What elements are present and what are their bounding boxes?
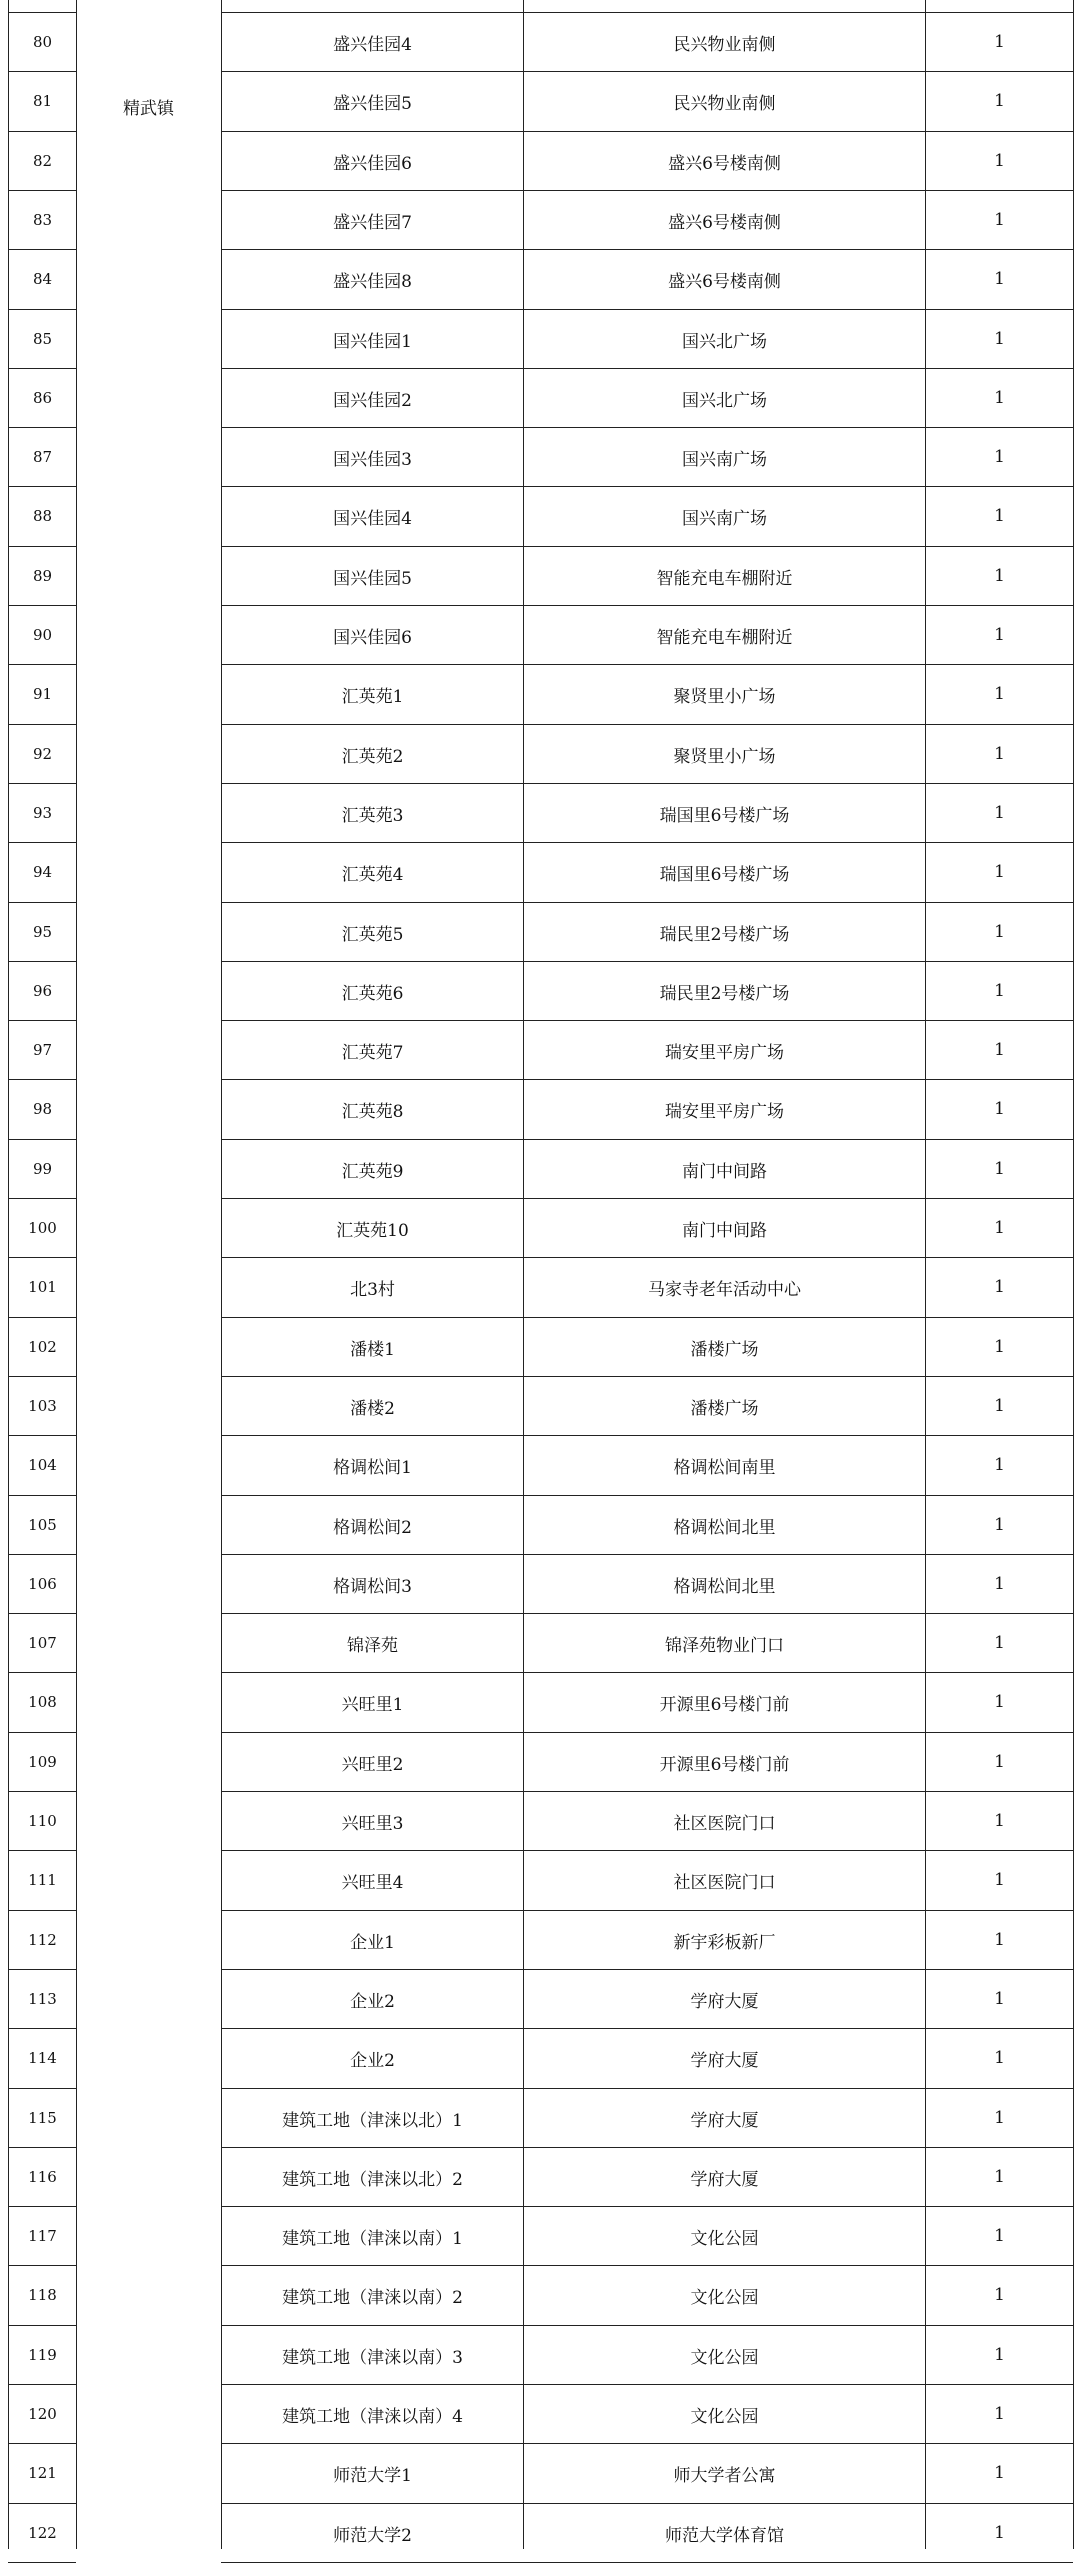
row-number-cell: 113 xyxy=(28,1990,57,2008)
count-cell: 1 xyxy=(994,1455,1005,1475)
row-number-cell: 114 xyxy=(28,2049,57,2067)
site-name-cell: 师范大学2 xyxy=(333,2525,412,2546)
site-name-cell: 国兴佳园4 xyxy=(333,508,412,529)
site-name-cell: 汇英苑2 xyxy=(341,746,404,767)
row-number-cell: 99 xyxy=(32,1160,53,1178)
row-number-cell: 92 xyxy=(32,745,53,763)
row-number-cell: 117 xyxy=(28,2227,57,2245)
site-name-cell: 国兴佳园1 xyxy=(333,331,412,352)
site-name-cell: 企业2 xyxy=(350,1991,395,2012)
site-name-cell: 师范大学1 xyxy=(333,2465,412,2486)
row-number-cell: 122 xyxy=(28,2524,57,2542)
count-cell: 1 xyxy=(994,566,1005,586)
site-name-cell: 企业1 xyxy=(350,1932,395,1953)
row-number-cell: 85 xyxy=(32,330,53,348)
row-number-cell: 98 xyxy=(32,1100,53,1118)
count-cell: 1 xyxy=(994,1040,1005,1060)
count-cell: 1 xyxy=(994,388,1005,408)
row-number-cell: 94 xyxy=(32,863,53,881)
location-cell: 智能充电车棚附近 xyxy=(656,568,793,589)
count-cell: 1 xyxy=(994,1159,1005,1179)
location-cell: 锦泽苑物业门口 xyxy=(665,1635,784,1656)
location-cell: 民兴物业南侧 xyxy=(673,93,776,114)
row-number-cell: 118 xyxy=(28,2286,57,2304)
site-name-cell: 盛兴佳园6 xyxy=(333,153,412,174)
count-cell: 1 xyxy=(994,2404,1005,2424)
count-cell: 1 xyxy=(994,269,1005,289)
location-cell: 学府大厦 xyxy=(690,1991,759,2012)
site-name-cell: 格调松间2 xyxy=(333,1517,412,1538)
row-number-cell: 81 xyxy=(32,92,53,110)
count-cell: 1 xyxy=(994,1099,1005,1119)
site-name-cell: 汇英苑10 xyxy=(336,1220,409,1241)
site-name-cell: 汇英苑5 xyxy=(341,924,404,945)
location-cell: 国兴北广场 xyxy=(682,331,767,352)
location-cell: 国兴南广场 xyxy=(682,508,767,529)
count-cell: 1 xyxy=(994,2285,1005,2305)
count-cell: 1 xyxy=(994,2108,1005,2128)
town-name-cell: 精武镇 xyxy=(123,99,174,119)
location-cell: 格调松间南里 xyxy=(673,1457,776,1478)
location-cell: 格调松间北里 xyxy=(673,1517,776,1538)
location-cell: 盛兴6号楼南侧 xyxy=(668,212,781,233)
count-cell: 1 xyxy=(994,981,1005,1001)
location-cell: 盛兴6号楼南侧 xyxy=(668,153,781,174)
location-cell: 社区医院门口 xyxy=(673,1813,776,1834)
location-cell: 新宇彩板新厂 xyxy=(673,1932,776,1953)
site-name-cell: 兴旺里2 xyxy=(341,1754,404,1775)
site-name-cell: 国兴佳园2 xyxy=(333,390,412,411)
row-number-cell: 121 xyxy=(28,2464,57,2482)
count-cell: 1 xyxy=(994,625,1005,645)
count-cell: 1 xyxy=(994,862,1005,882)
count-cell: 1 xyxy=(994,1337,1005,1357)
site-name-cell: 盛兴佳园5 xyxy=(333,93,412,114)
row-number-cell: 95 xyxy=(32,923,53,941)
column-divider xyxy=(76,0,77,2549)
site-name-cell: 格调松间1 xyxy=(333,1457,412,1478)
row-number-cell: 107 xyxy=(28,1634,57,1652)
row-number-cell: 120 xyxy=(28,2405,57,2423)
row-number-cell: 96 xyxy=(32,982,53,1000)
site-name-cell: 盛兴佳园8 xyxy=(333,271,412,292)
location-cell: 开源里6号楼门前 xyxy=(659,1754,790,1775)
row-number-cell: 106 xyxy=(28,1575,57,1593)
count-cell: 1 xyxy=(994,1515,1005,1535)
location-cell: 聚贤里小广场 xyxy=(673,746,776,767)
row-number-cell: 90 xyxy=(32,626,53,644)
location-cell: 瑞民里2号楼广场 xyxy=(659,924,790,945)
row-number-cell: 84 xyxy=(32,270,53,288)
count-cell: 1 xyxy=(994,2167,1005,2187)
site-name-cell: 企业2 xyxy=(350,2050,395,2071)
site-name-cell: 北3村 xyxy=(350,1279,395,1300)
row-number-cell: 112 xyxy=(28,1931,57,1949)
site-name-cell: 汇英苑9 xyxy=(341,1161,404,1182)
site-name-cell: 兴旺里1 xyxy=(341,1694,404,1715)
site-name-cell: 潘楼2 xyxy=(350,1398,395,1419)
location-cell: 文化公园 xyxy=(690,2347,759,2368)
site-name-cell: 格调松间3 xyxy=(333,1576,412,1597)
location-cell: 聚贤里小广场 xyxy=(673,686,776,707)
count-cell: 1 xyxy=(994,151,1005,171)
row-number-cell: 100 xyxy=(28,1219,57,1237)
row-number-cell: 110 xyxy=(28,1812,57,1830)
count-cell: 1 xyxy=(994,2345,1005,2365)
row-number-cell: 115 xyxy=(28,2109,57,2127)
count-cell: 1 xyxy=(994,1633,1005,1653)
location-cell: 学府大厦 xyxy=(690,2050,759,2071)
location-cell: 师范大学体育馆 xyxy=(665,2525,784,2546)
location-cell: 文化公园 xyxy=(690,2287,759,2308)
row-number-cell: 101 xyxy=(28,1278,57,1296)
count-cell: 1 xyxy=(994,447,1005,467)
location-cell: 马家寺老年活动中心 xyxy=(648,1279,801,1300)
count-cell: 1 xyxy=(994,1574,1005,1594)
row-number-cell: 97 xyxy=(32,1041,53,1059)
column-divider xyxy=(1073,0,1074,2549)
row-number-cell: 103 xyxy=(28,1397,57,1415)
location-cell: 格调松间北里 xyxy=(673,1576,776,1597)
count-cell: 1 xyxy=(994,1989,1005,2009)
row-number-cell: 86 xyxy=(32,389,53,407)
count-cell: 1 xyxy=(994,2048,1005,2068)
count-cell: 1 xyxy=(994,1396,1005,1416)
site-name-cell: 潘楼1 xyxy=(350,1339,395,1360)
row-number-cell: 108 xyxy=(28,1693,57,1711)
location-cell: 师大学者公寓 xyxy=(673,2465,776,2486)
location-cell: 文化公园 xyxy=(690,2228,759,2249)
site-name-cell: 建筑工地（津涞以南）4 xyxy=(282,2406,463,2427)
site-name-cell: 兴旺里4 xyxy=(341,1872,404,1893)
site-name-cell: 建筑工地（津涞以南）1 xyxy=(282,2228,463,2249)
site-name-cell: 盛兴佳园4 xyxy=(333,34,412,55)
location-cell: 文化公园 xyxy=(690,2406,759,2427)
count-cell: 1 xyxy=(994,32,1005,52)
location-cell: 民兴物业南侧 xyxy=(673,34,776,55)
count-cell: 1 xyxy=(994,1811,1005,1831)
count-cell: 1 xyxy=(994,744,1005,764)
location-cell: 开源里6号楼门前 xyxy=(659,1694,790,1715)
row-number-cell: 111 xyxy=(28,1871,57,1889)
location-cell: 瑞民里2号楼广场 xyxy=(659,983,790,1004)
location-cell: 瑞国里6号楼广场 xyxy=(659,805,790,826)
count-cell: 1 xyxy=(994,922,1005,942)
row-number-cell: 102 xyxy=(28,1338,57,1356)
count-cell: 1 xyxy=(994,803,1005,823)
count-cell: 1 xyxy=(994,1870,1005,1890)
row-number-cell: 88 xyxy=(32,507,53,525)
location-cell: 南门中间路 xyxy=(682,1161,767,1182)
row-number-cell: 91 xyxy=(32,685,53,703)
site-name-cell: 锦泽苑 xyxy=(347,1635,398,1656)
site-name-cell: 国兴佳园3 xyxy=(333,449,412,470)
site-name-cell: 汇英苑3 xyxy=(341,805,404,826)
count-cell: 1 xyxy=(994,2226,1005,2246)
location-cell: 南门中间路 xyxy=(682,1220,767,1241)
site-name-cell: 国兴佳园5 xyxy=(333,568,412,589)
row-number-cell: 83 xyxy=(32,211,53,229)
count-cell: 1 xyxy=(994,210,1005,230)
location-cell: 国兴北广场 xyxy=(682,390,767,411)
site-name-cell: 建筑工地（津涞以北）2 xyxy=(282,2169,463,2190)
site-name-cell: 汇英苑1 xyxy=(341,686,404,707)
count-cell: 1 xyxy=(994,1218,1005,1238)
row-number-cell: 93 xyxy=(32,804,53,822)
count-cell: 1 xyxy=(994,1930,1005,1950)
count-cell: 1 xyxy=(994,2463,1005,2483)
location-cell: 潘楼广场 xyxy=(690,1339,759,1360)
site-name-cell: 建筑工地（津涞以南）2 xyxy=(282,2287,463,2308)
site-name-cell: 建筑工地（津涞以南）3 xyxy=(282,2347,463,2368)
row-number-cell: 80 xyxy=(32,33,53,51)
count-cell: 1 xyxy=(994,2523,1005,2543)
site-name-cell: 建筑工地（津涞以北）1 xyxy=(282,2110,463,2131)
site-name-cell: 汇英苑8 xyxy=(341,1101,404,1122)
location-cell: 瑞安里平房广场 xyxy=(665,1101,784,1122)
site-name-cell: 盛兴佳园7 xyxy=(333,212,412,233)
row-number-cell: 105 xyxy=(28,1516,57,1534)
site-name-cell: 国兴佳园6 xyxy=(333,627,412,648)
count-cell: 1 xyxy=(994,1277,1005,1297)
location-cell: 社区医院门口 xyxy=(673,1872,776,1893)
site-name-cell: 汇英苑7 xyxy=(341,1042,404,1063)
site-name-cell: 汇英苑4 xyxy=(341,864,404,885)
location-cell: 潘楼广场 xyxy=(690,1398,759,1419)
location-cell: 瑞国里6号楼广场 xyxy=(659,864,790,885)
row-number-cell: 104 xyxy=(28,1456,57,1474)
site-name-cell: 兴旺里3 xyxy=(341,1813,404,1834)
row-number-cell: 119 xyxy=(28,2346,57,2364)
count-cell: 1 xyxy=(994,1752,1005,1772)
site-name-cell: 汇英苑6 xyxy=(341,983,404,1004)
count-cell: 1 xyxy=(994,506,1005,526)
count-cell: 1 xyxy=(994,329,1005,349)
location-cell: 学府大厦 xyxy=(690,2169,759,2190)
row-number-cell: 89 xyxy=(32,567,53,585)
location-cell: 瑞安里平房广场 xyxy=(665,1042,784,1063)
location-cell: 智能充电车棚附近 xyxy=(656,627,793,648)
location-cell: 盛兴6号楼南侧 xyxy=(668,271,781,292)
count-cell: 1 xyxy=(994,684,1005,704)
row-number-cell: 109 xyxy=(28,1753,57,1771)
row-number-cell: 87 xyxy=(32,448,53,466)
row-number-cell: 82 xyxy=(32,152,53,170)
count-cell: 1 xyxy=(994,91,1005,111)
location-cell: 学府大厦 xyxy=(690,2110,759,2131)
location-cell: 国兴南广场 xyxy=(682,449,767,470)
row-number-cell: 116 xyxy=(28,2168,57,2186)
count-cell: 1 xyxy=(994,1692,1005,1712)
